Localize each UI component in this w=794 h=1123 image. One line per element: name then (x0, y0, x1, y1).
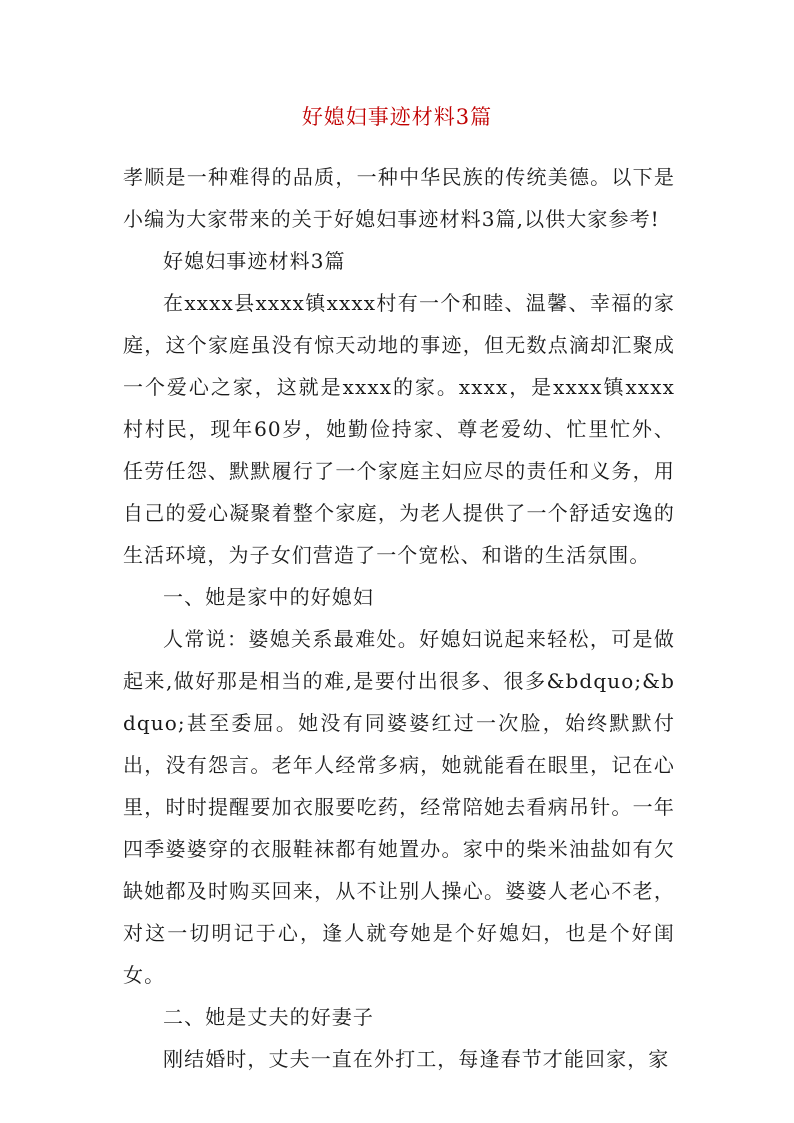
body-paragraph: 刚结婚时，丈夫一直在外打工，每逢春节才能回家，家 (163, 1047, 670, 1071)
body-paragraph: 人常说：婆媳关系最难处。好媳妇说起来轻松，可是做起来,做好那是相当的难,是要付出很多、很多&bdquo;&bdquo;甚至委屈。她没有同婆婆红过一次脸，始终默默付出，没有怨言。老年人经常多病，她就能看在眼里，记在心里，时时提醒要加衣服要吃药，经常陪她去看病吊针。一年四季婆婆穿的衣服鞋袜都有她置办。家中的柴米油盐如有欠缺她都及时购买回来，从不让别人操心。婆婆人老心不老，对这一切明记于心，逢人就夸她是个好媳妇，也是个好闺女。 (123, 627, 675, 987)
section-heading: 二、她是丈夫的好妻子 (163, 1005, 374, 1029)
intro-paragraph: 孝顺是一种难得的品质，一种中华民族的传统美德。以下是小编为大家带来的关于好媳妇事迹材料3篇,以供大家参考! (123, 165, 675, 231)
document-title: 好媳妇事迹材料3篇 (301, 105, 493, 129)
document-body (123, 156, 675, 1080)
section-heading: 好媳妇事迹材料3篇 (163, 249, 346, 273)
section-heading: 一、她是家中的好媳妇 (163, 585, 374, 609)
body-paragraph: 在xxxx县xxxx镇xxxx村有一个和睦、温馨、幸福的家庭，这个家庭虽没有惊天动地的事迹，但无数点滴却汇聚成一个爱心之家，这就是xxxx的家。xxxx，是xxxx镇xxxx村村民，现年60岁，她勤俭持家、尊老爱幼、忙里忙外、任劳任怨、默默履行了一个家庭主妇应尽的责任和义务，用自己的爱心凝聚着整个家庭，为老人提供了一个舒适安逸的生活环境，为子女们营造了一个宽松、和谐的生活氛围。 (123, 291, 675, 567)
